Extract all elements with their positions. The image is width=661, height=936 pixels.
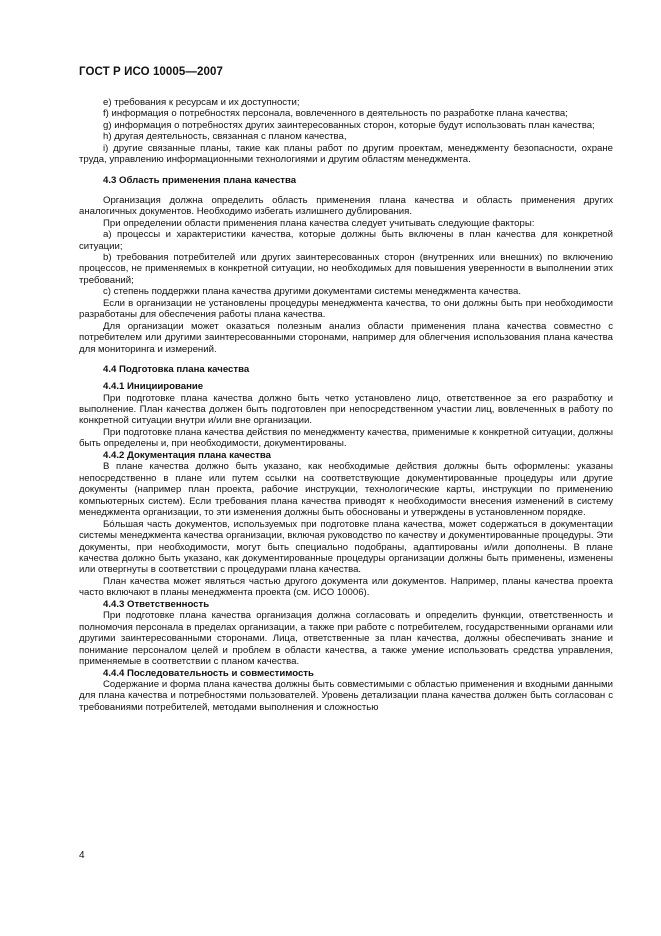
subsection-4-4-4-paragraph: Содержание и форма плана качества должны быть совместимыми с областью применения и входными данными для плана качества и потребностями пользователей. Уровень детализации плана качества должен быть согласован с требованиями потребителей, методами выполнения и сложностью (79, 679, 613, 713)
section-4-3-paragraph: При определении области применения плана качества следует учитывать следующие факторы: (103, 217, 535, 229)
page-body (79, 97, 613, 713)
subsection-4-4-2-paragraph: В плане качества должно быть указано, как необходимые действия должны быть оформлены: указаны непосредственно в плане или путем ссылки на соответствующие документированные процедуры или другие документы (например план проекта, рабочие инструкции, технологические карты, инструкции по применению компьютерных систем). Если требования плана качества приводят к необходимости внесения изменений в систему менеджмента организации, то эти изменения должны быть обоснованы и утверждены в установленном порядке. (79, 461, 613, 519)
subsection-4-4-2-paragraph: План качества может являться частью другого документа или документов. Например, планы качества проекта часто включают в планы менеджмента проекта (см. ИСО 10006). (79, 575, 613, 599)
section-4-3-factor-b: b) требования потребителей или других заинтересованных сторон (внутренних или внешних) по включению процессов, не применяемых в конкретной ситуации, но необходимых для повышения уверенности в выполнении этих требований; (79, 251, 613, 286)
section-4-3-heading: 4.3 Область применения плана качества (103, 174, 297, 186)
list-item-g: g) информация о потребностях других заинтересованных сторон, которые будут использовать план качества; (103, 119, 595, 131)
list-item-i: i) другие связанные планы, такие как планы работ по другим проектам, менеджменту безопасности, охране труда, управлению информационными технологиями и другим областям менеджмента. (79, 142, 613, 166)
subsection-4-4-1-paragraph: При подготовке плана качества должно быть четко установлено лицо, ответственное за его разработку и выполнение. План качества должен быть подготовлен при непосредственном участии лиц, вовлеченных в работу по конкретной ситуации внутри и/или вне организации. (79, 392, 613, 427)
document-header: ГОСТ Р ИСО 10005—2007 (79, 66, 224, 78)
section-4-3-paragraph: Для организации может оказаться полезным анализ области применения плана качества совместно с потребителем или другими заинтересованными сторонами, например для облегчения использования плана качества для мониторинга и измерений. (79, 320, 613, 355)
section-4-4-heading: 4.4 Подготовка плана качества (103, 364, 250, 376)
list-item-f: f) информация о потребностях персонала, вовлеченного в деятельность по разработке плана качества; (103, 108, 568, 120)
list-item-h: h) другая деятельность, связанная с планом качества, (103, 131, 347, 143)
section-4-3-paragraph: Если в организации не установлены процедуры менеджмента качества, то они должны быть при необходимости разработаны для обеспечения работы плана качества. (79, 297, 613, 321)
list-item-e: e) требования к ресурсам и их доступности; (103, 97, 300, 108)
section-4-3-factor-a: a) процессы и характеристики качества, которые должны быть включены в план качества для конкретной ситуации; (79, 229, 613, 252)
subsection-4-4-3-heading: 4.4.3 Ответственность (103, 598, 210, 610)
subsection-4-4-1-heading: 4.4.1 Инициирование (103, 381, 204, 393)
section-4-3-paragraph: Организация должна определить область применения плана качества и область применения других аналогичных документов. Необходимо избегать излишнего дублирования. (79, 194, 613, 218)
subsection-4-4-3-paragraph: При подготовке плана качества организация должна согласовать и определить функции, ответственность и полномочия персонала в пределах организации, а также при работе с потребителем, государственными органами или другими заинтересованными сторонами. Лица, ответственные за план качества, должны обеспечивать знание и понимание персоналом целей и проблем в области качества, а также умение использовать средства управления, применяемые в соответствии с планом качества. (79, 610, 613, 668)
subsection-4-4-2-paragraph: Бо́льшая часть документов, используемых при подготовке плана качества, может содержаться в документации системы менеджмента качества организации, включая руководство по качеству и документированные процедуры. Эти документы, при необходимости, могут быть специально подобраны, адаптированы и/или дополнены. В плане качества должно быть указано, как документированные процедуры организации должны быть применены, изменены или отвергнуты в соответствии с процедурами плана качества. (79, 518, 613, 576)
section-4-3-factor-c: c) степень поддержки плана качества другими документами системы менеджмента качества. (103, 286, 522, 298)
subsection-4-4-1-paragraph: При подготовке плана качества действия по менеджменту качества, применимые к конкретной ситуации, должны быть определены и, при необходимости, документированы. (79, 426, 613, 450)
subsection-4-4-2-heading: 4.4.2 Документация плана качества (103, 449, 271, 461)
page-number: 4 (79, 850, 85, 861)
subsection-4-4-4-heading: 4.4.4 Последовательность и совместимость (103, 667, 314, 679)
